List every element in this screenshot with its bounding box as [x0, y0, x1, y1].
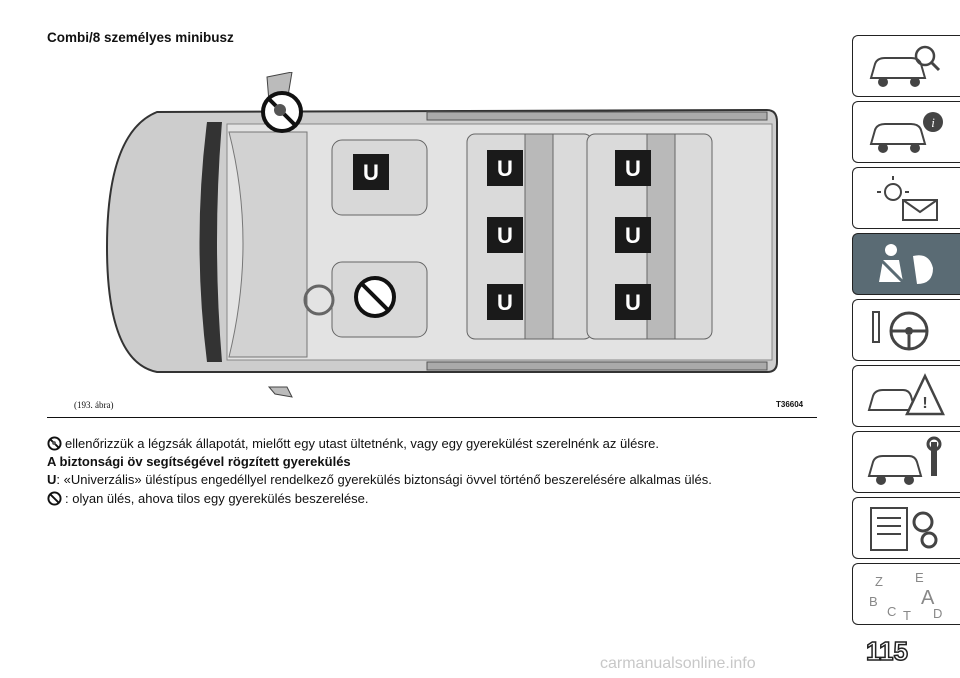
right-mirror: [269, 387, 292, 397]
technical-data-icon: [863, 502, 949, 556]
u-seat-marker: [353, 154, 389, 190]
airbag-warning-marker: [263, 93, 301, 131]
section-heading: A biztonsági öv segítségével rögzített gyerekülés: [47, 454, 351, 469]
page-title: Combi/8 személyes minibusz: [47, 30, 234, 45]
tab-car-info[interactable]: [852, 101, 960, 163]
tab-car-search[interactable]: [852, 35, 960, 97]
u-label: U: [625, 156, 641, 181]
u-definition: [47, 471, 807, 488]
steering-wheel-icon: [863, 304, 949, 358]
svg-text:D: D: [933, 606, 943, 621]
car-search-icon: [863, 40, 949, 94]
third-row-backrest: [647, 134, 675, 339]
tab-technical-data[interactable]: [852, 497, 960, 559]
svg-text:i: i: [931, 115, 935, 130]
watermark: carmanualsonline.info: [600, 655, 756, 672]
u-label: U: [497, 223, 513, 248]
prohibited-seat-marker: [356, 278, 394, 316]
tab-driving[interactable]: [852, 299, 960, 361]
prohibited-definition: [47, 490, 807, 507]
figure-code: T36604: [776, 400, 804, 409]
prohibited-icon: [47, 491, 62, 506]
van-top-view-diagram: [47, 72, 817, 417]
airbag-instruction-text: ellenőrizzük a légzsák állapotát, mielőtt egy utast ültetnénk, vagy egy gyerekülést szerelnénk az ülésre.: [65, 436, 659, 451]
tab-safety[interactable]: [852, 233, 960, 295]
car-breakdown-warning-icon: [863, 370, 949, 424]
u-definition-text: : «Univerzális» üléstípus engedéllyel rendelkező gyerekülés biztonsági övvel történő beszerelésére alkalmas ülés.: [56, 472, 712, 487]
seatbelt-airbag-icon: [863, 238, 949, 292]
svg-text:T: T: [903, 608, 911, 622]
svg-text:E: E: [915, 570, 924, 585]
car-maintenance-icon: [863, 436, 949, 490]
u-label: U: [497, 156, 513, 181]
roof-rail-bottom: [427, 362, 767, 370]
u-seat-marker: [615, 217, 651, 253]
u-label: U: [625, 290, 641, 315]
svg-text:B: B: [869, 594, 878, 609]
u-seat-marker: [615, 284, 651, 320]
u-label: U: [497, 290, 513, 315]
u-label: U: [363, 160, 379, 185]
airbag-instruction: [47, 435, 807, 452]
second-row-backrest: [525, 134, 553, 339]
airbag-warning-icon: [47, 436, 62, 451]
svg-text:A: A: [921, 587, 935, 609]
van-seating-figure: [47, 72, 817, 418]
tab-maintenance[interactable]: [852, 431, 960, 493]
tab-emergency[interactable]: [852, 365, 960, 427]
u-seat-marker: [615, 150, 651, 186]
roof-rail-top: [427, 112, 767, 120]
car-info-icon: [863, 106, 949, 160]
prohibited-definition-text: : olyan ülés, ahova tilos egy gyerekülés beszerelése.: [65, 491, 369, 506]
warning-lights-message-icon: [863, 172, 949, 226]
svg-text:Z: Z: [875, 574, 883, 589]
page-number: 115: [866, 636, 908, 666]
tab-warning-lights[interactable]: [852, 167, 960, 229]
u-seat-marker: [487, 217, 523, 253]
u-symbol: U: [47, 472, 57, 487]
alphabetical-index-icon: [863, 568, 949, 622]
svg-text:!: !: [922, 395, 928, 412]
svg-text:C: C: [887, 604, 897, 619]
u-seat-marker: [487, 150, 523, 186]
u-label: U: [625, 223, 641, 248]
tab-index[interactable]: [852, 563, 960, 625]
figure-caption: (193. ábra): [74, 400, 114, 410]
u-seat-marker: [487, 284, 523, 320]
